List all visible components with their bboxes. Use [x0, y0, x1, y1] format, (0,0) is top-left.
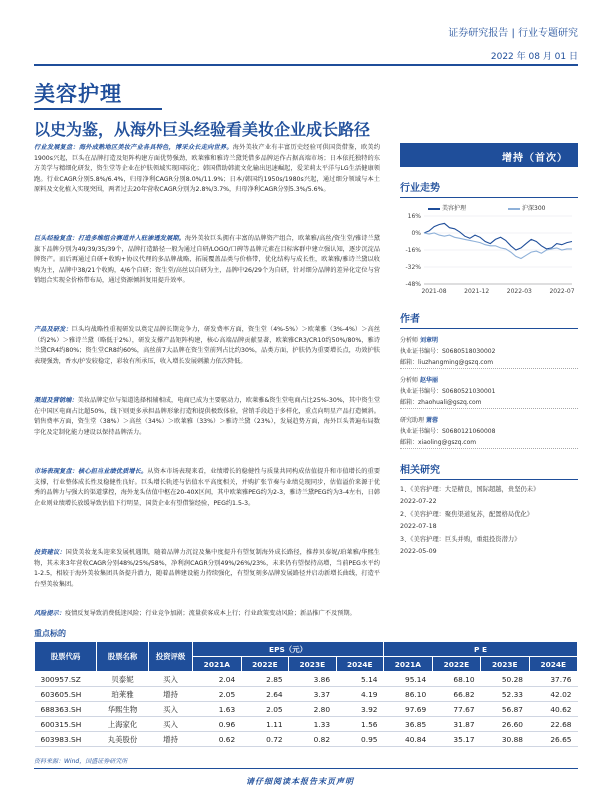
cell-eps: 2.64: [241, 687, 288, 702]
series-line-industry: [424, 223, 572, 250]
trend-chart: [400, 200, 578, 298]
header-divider: [34, 64, 578, 66]
paragraph-text: 美妆品牌定位与渠道选择相辅相成，电商已成为主要驱动力，欧莱雅&资生堂电商占比25%-30%，其中资生堂在中国区电商占比超50%，线下则更多承担品牌形象打造和提供极致体验，营销手段趋于多样化，重点向明星产品打造倾斜。销售费率方面，资生堂（38%）＞高丝（34%）＞欧莱雅（33%）＞雅诗兰黛（23%），发展趋势方面，海外巨头普遍布局数字化及定制化能力建设以保持品牌活力。: [34, 397, 380, 436]
analyst-card: [400, 415, 578, 449]
legend-item-industry: [428, 203, 466, 212]
col-year: 2024E: [336, 657, 383, 672]
y-tick-label: 0%: [411, 230, 421, 237]
col-year: 2023E: [481, 657, 529, 672]
report-header: [448, 24, 578, 62]
cell-eps: 2.04: [193, 672, 242, 687]
cell-code: 603983.SH: [35, 732, 97, 747]
related-item[interactable]: 1、《美容护理：大是精良，国际超越，贵坚仍未》: [400, 486, 540, 493]
cell-pe: 42.02: [529, 687, 577, 702]
cell-pe: 31.87: [432, 717, 480, 732]
cell-eps: 1.33: [289, 717, 336, 732]
cell-pe: 40.62: [529, 702, 577, 717]
related-list: [400, 484, 578, 555]
paragraph-lead: 风险提示：: [34, 610, 65, 617]
y-tick-label: -32%: [405, 264, 421, 271]
footer-divider: [34, 768, 578, 769]
paragraph-lead: 渠道及营销端：: [34, 397, 78, 404]
cell-eps: 1.63: [193, 702, 242, 717]
cell-eps: 5.14: [336, 672, 383, 687]
cell-rating: 买入: [149, 717, 193, 732]
analyst-card: [400, 375, 578, 409]
cell-pe: 66.82: [432, 687, 480, 702]
related-date: 2022-05-09: [400, 548, 437, 555]
cell-eps: 4.19: [336, 687, 383, 702]
legend-swatch-index: [508, 208, 520, 210]
paragraph-lead: 市场表现复盘：核心担当业绩优质增长。: [34, 468, 148, 475]
analyst-role: 分析师: [400, 377, 419, 384]
legend-label-industry: 美容护理: [442, 205, 467, 212]
cell-eps: 0.62: [193, 732, 242, 747]
table-source: 资料来源：Wind，国盛证券研究所: [34, 758, 128, 765]
analyst-name: 赵华丽: [419, 377, 438, 384]
sidebar-column: [400, 143, 578, 555]
x-tick-label: 2021-08: [421, 288, 447, 295]
paragraph-text: 国货美妆龙头迎来发展机遇期，随着品牌力沉淀及集中度提升有望复制海外成长路径，推荐贝泰妮/珀莱雅/华熙生物，其未来3年营收CAGR分别48%/25%/58%，净利润CAGR分别49%/26%/23%，未来仍有望保持高增，当前PEG水平约1-2.5，相较于海外美妆集团具备提升潜力，随着品牌建设能力持续强化，有望复刻多品牌发展路径并启动新增长曲线，打造平台型美妆集团。: [34, 549, 380, 588]
analyst-cert: 执业证书编号：S0680521030001: [400, 388, 496, 395]
table-row: [35, 717, 578, 732]
cell-eps: 3.86: [289, 672, 336, 687]
cell-pe: 86.10: [384, 687, 433, 702]
report-date: 2022 年 08 月 01 日: [490, 52, 578, 62]
analyst-cert: 执业证书编号：S0680518030002: [400, 348, 496, 355]
summary-paragraph: [34, 396, 380, 460]
legend-item-index: [508, 203, 545, 212]
x-tick-label: 2022-07: [549, 288, 575, 295]
cell-eps: 0.95: [336, 732, 383, 747]
related-item[interactable]: 2、《美容护理：聚焦渠道复苏，配置格局优化》: [400, 511, 534, 518]
col-pe: P E: [384, 642, 578, 657]
summary-paragraph: [34, 234, 380, 318]
summary-paragraph: [34, 548, 380, 602]
cell-eps: 1.11: [241, 717, 288, 732]
paragraph-text: 海外美妆产业有丰富历史经验可供国货借鉴，欧美约1900s兴起，巨头在品牌打造及矩阵构建方面优势强劲，欧莱雅和雅诗兰黛凭借多品牌运作占据高端市场；日本依托独特的东方美学与精细化研发，资生堂等企业在护肤领域实现国际化；韩国借助韩流文化输出迅速崛起，爱茉莉太平洋与LG生活健康领跑。行业CAGR分别5.8%/6.4%，归母净利CAGR分别8.0%/11.9%；日本/韩国约1950s/1980s兴起，通过细分领域与本土原料及文化植入实现突围，两者过去20年营收CAGR分别为2.8%/3.7%，归母净利CAGR分别5.3%/5.6%。: [34, 144, 380, 194]
cell-rating: 买入: [149, 702, 193, 717]
summary-paragraph: [34, 467, 380, 541]
cell-name: 贝泰妮: [97, 672, 149, 687]
series-line-index: [424, 233, 572, 259]
summary-paragraph: [34, 143, 380, 227]
cell-name: 上海家化: [97, 717, 149, 732]
cell-pe: 22.68: [529, 717, 577, 732]
analyst-email[interactable]: 邮箱：zhaohuali@gszq.com: [400, 397, 578, 409]
paragraph-lead: 巨头经验复盘：打造多维组合赛道并入驻渗透发展期。: [34, 235, 185, 242]
col-year: 2023E: [289, 657, 336, 672]
cell-eps: 1.56: [336, 717, 383, 732]
cell-eps: 2.85: [241, 672, 288, 687]
summary-column: [34, 143, 380, 638]
cell-eps: 0.82: [289, 732, 336, 747]
cell-eps: 3.92: [336, 702, 383, 717]
cell-pe: 30.88: [481, 732, 529, 747]
analyst-name: 刘章明: [419, 337, 438, 344]
paragraph-lead: 产品及研发：: [34, 326, 72, 333]
table-row: [35, 687, 578, 702]
cell-pe: 36.85: [384, 717, 433, 732]
cell-eps: 2.05: [241, 702, 288, 717]
table-row: [35, 732, 578, 747]
table-row: [35, 672, 578, 687]
cell-rating: 增持: [149, 687, 193, 702]
cell-eps: 2.80: [289, 702, 336, 717]
analyst-card: [400, 335, 578, 369]
cell-name: 丸美股份: [97, 732, 149, 747]
cell-name: 珀莱雅: [97, 687, 149, 702]
y-tick-label: -48%: [405, 281, 421, 288]
paragraph-lead: 投资建议：: [34, 549, 66, 556]
cell-eps: 0.72: [241, 732, 288, 747]
summary-paragraph: [34, 325, 380, 389]
cell-rating: 买入: [149, 672, 193, 687]
footer-disclaimer: 请仔细阅读本报告末页声明: [246, 777, 354, 786]
table-header-row: [35, 642, 578, 657]
rating-badge: 增持（首次）: [400, 143, 578, 167]
analyst-role: 研究助理: [400, 417, 425, 424]
cell-eps: 0.96: [193, 717, 242, 732]
cell-pe: 97.69: [384, 702, 433, 717]
table-heading: 重点标的: [34, 629, 66, 638]
legend-label-index: 沪深300: [522, 205, 546, 212]
analyst-role: 分析师: [400, 337, 419, 344]
col-year: 2021A: [384, 657, 433, 672]
col-code: 股票代码: [35, 642, 97, 672]
analyst-cert: 执业证书编号：S0680121060008: [400, 428, 496, 435]
summary-paragraph: [34, 609, 380, 631]
col-year: 2021A: [193, 657, 242, 672]
sector-title: 美容护理: [34, 81, 122, 106]
cell-pe: 68.10: [432, 672, 480, 687]
cell-pe: 26.60: [481, 717, 529, 732]
authors-heading: 作者: [400, 310, 578, 329]
related-heading: 相关研究: [400, 461, 578, 480]
paragraph-lead: 行业发展复盘：海外成熟地区美妆产业各具特色，博采众长走向世界。: [34, 144, 233, 151]
cell-pe: 50.28: [481, 672, 529, 687]
table-row: [35, 702, 578, 717]
cell-pe: 35.17: [432, 732, 480, 747]
cell-pe: 26.65: [529, 732, 577, 747]
col-year: 2024E: [529, 657, 577, 672]
y-tick-label: -16%: [405, 247, 421, 254]
cell-pe: 40.84: [384, 732, 433, 747]
paragraph-text: 疫情反复导致消费低迷风险；行业竞争加剧；流量获客成本上行；行业政策变动风险；新品推广不及预期。: [64, 610, 356, 617]
analyst-email[interactable]: 邮箱：liuzhangming@gszq.com: [400, 357, 578, 369]
x-tick-label: 2022-03: [506, 288, 532, 295]
paragraph-text: 巨头均战略性重视研发以奠定品牌长期竞争力，研发费率方面，资生堂（4%-5%）＞欧莱雅（3%-4%）＞高丝（约2%）＞雅诗兰黛（略低于2%），研发支撑产品矩阵构建，核心高端品牌贡献显著，欧莱雅CR3/CR10约50%/80%，雅诗兰黛CR4约80%；资生堂CR8约60%，高丝前7大品牌在资生堂前列占比约30%，品类方面，护肤仍为重要增长点，功效护肤表现强劲，香水/护发较稳定，彩妆有所承压，收入增长发展刺激力依次降低。: [34, 326, 380, 365]
related-item[interactable]: 3、《美容护理：巨头并购，重组投资潜力》: [400, 536, 521, 543]
col-year: 2022E: [432, 657, 480, 672]
cell-eps: 2.05: [193, 687, 242, 702]
analyst-name: 萧蓉: [425, 417, 438, 424]
sector-underline: [34, 108, 162, 110]
cell-code: 600315.SH: [35, 717, 97, 732]
legend-swatch-industry: [428, 208, 440, 210]
cell-pe: 77.67: [432, 702, 480, 717]
cell-name: 华熙生物: [97, 702, 149, 717]
x-tick-label: 2021-12: [464, 288, 490, 295]
cell-code: 603605.SH: [35, 687, 97, 702]
related-date: 2022-07-18: [400, 523, 437, 530]
cell-code: 300957.SZ: [35, 672, 97, 687]
col-year: 2022E: [241, 657, 288, 672]
cell-pe: 56.87: [481, 702, 529, 717]
cell-code: 688363.SH: [35, 702, 97, 717]
col-eps: EPS（元）: [193, 642, 384, 657]
cell-pe: 95.14: [384, 672, 433, 687]
paragraph-text: 海外美妆巨头拥有丰富的品牌资产组合，欧莱雅/高丝/资生堂/雅诗兰黛旗下品牌分别为49/39/35/39个，品牌打造路径一般为通过自研/LOGO/口碑等品牌元素在目标客群中建立强认知，逐步沉淀品牌资产。而后再通过自研+收购+协议代理的多品牌战略，拓展覆盖品类与价格带，优化结构与成长性，欧莱雅/雅诗兰黛以收购为主，品牌中38/21个收购，4/6个自研；资生堂/高丝以自研为主，品牌中26/29个为自研，针对细分品牌的差异化定位与营销组合实现全价格带布局，通过资源倾斜复用提升效率。: [34, 235, 380, 285]
report-title: 以史为鉴，从海外巨头经验看美妆企业成长路径: [34, 120, 371, 139]
paragraph-text: 从资本市场表现来看，业绩增长的稳健性与质量共同构成估值提升和市值增长的重要支撑，行业整体成长性及稳健性良好。巨头增长轨迹与估值水平高度相关，并购扩张节奏与业绩兑现同步，估值溢价来源于优秀的品牌力与强大的渠道掌控，海外龙头估值中枢在20-40X区间，其中欧莱雅PEG约为2-3，雅诗兰黛PEG约为3-4左右，日韩企业则业绩增长放缓导致估值下行明显，国货企业有望借鉴经验，PEG约1.5-3。: [34, 468, 380, 507]
cell-eps: 3.37: [289, 687, 336, 702]
breadcrumb: 证券研究报告 | 行业专题研究: [448, 28, 578, 39]
analyst-email[interactable]: 邮箱：xiaoling@gszq.com: [400, 437, 578, 449]
cell-rating: 增持: [149, 732, 193, 747]
cell-pe: 52.33: [481, 687, 529, 702]
y-tick-label: 16%: [407, 213, 421, 220]
trend-chart-svg: [400, 200, 578, 298]
related-date: 2022-07-22: [400, 498, 437, 505]
col-name: 股票名称: [97, 642, 149, 672]
col-rating: 投资评级: [149, 642, 193, 672]
key-stocks-table: [34, 641, 578, 747]
cell-pe: 37.76: [529, 672, 577, 687]
trend-heading: 行业走势: [400, 179, 578, 198]
